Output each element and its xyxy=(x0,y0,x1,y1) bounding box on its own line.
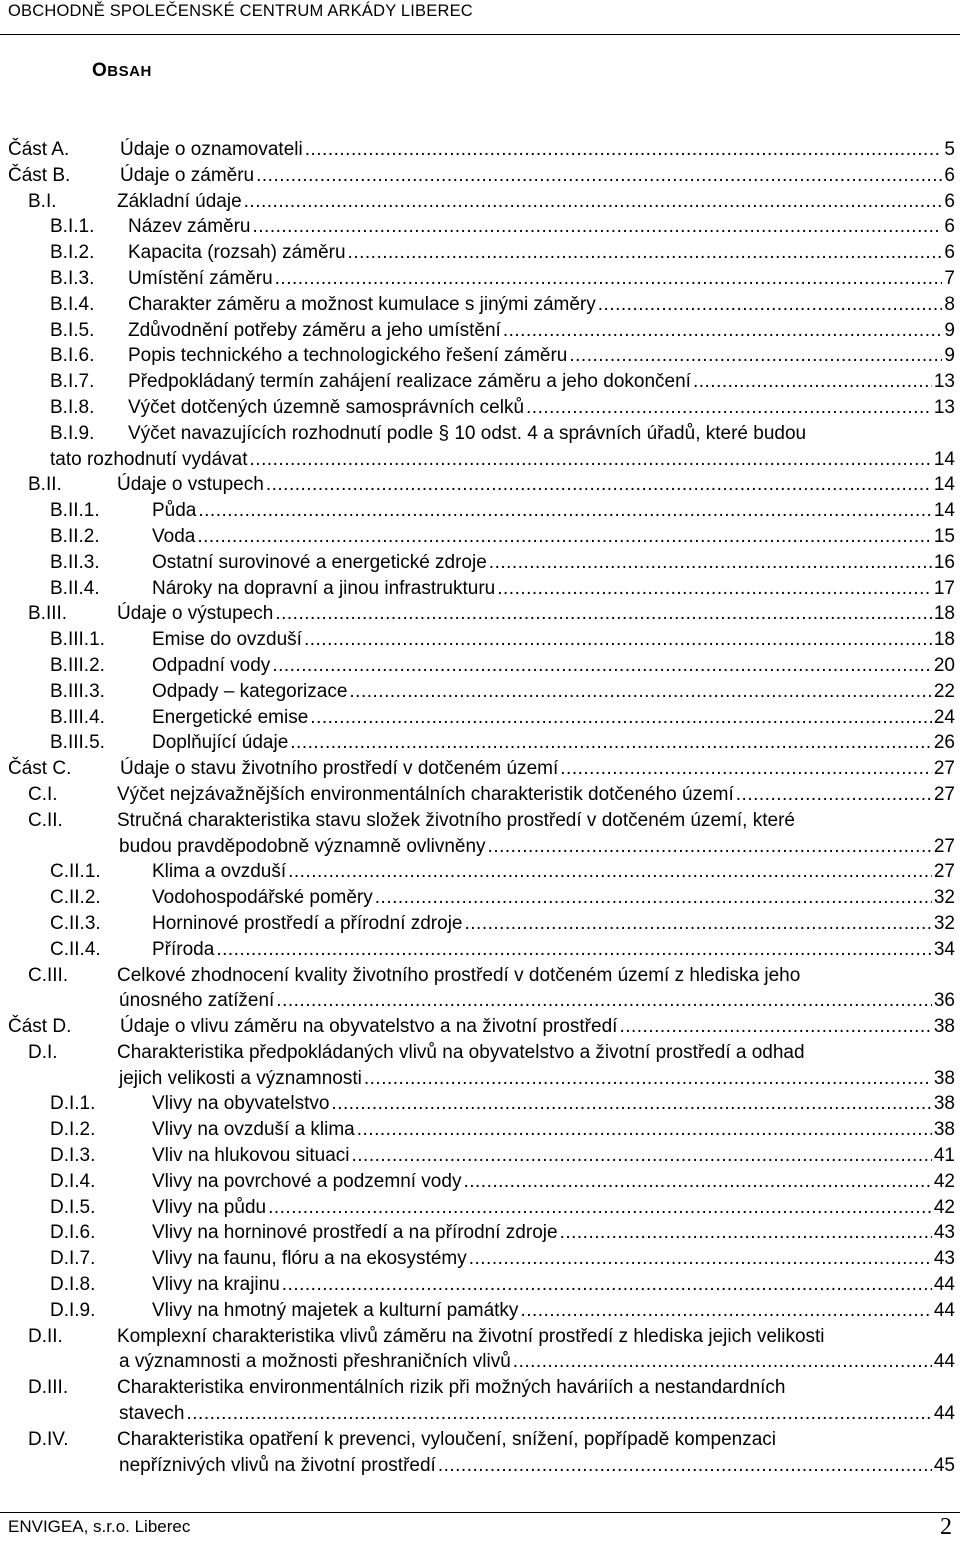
toc-entry-title: Výčet navazujících rozhodnutí podle § 10 odst. 4 a správních úřadů, které budou xyxy=(128,422,807,444)
toc-entry-number: B.III. xyxy=(28,603,68,625)
toc-entry-number: D.I.8. xyxy=(50,1274,96,1296)
toc-entry[interactable] xyxy=(0,1427,960,1479)
toc-entry-number: B.III.1. xyxy=(50,629,105,651)
dot-leader xyxy=(503,318,943,344)
toc-entry-page: 6 xyxy=(944,190,955,212)
toc-entry-page: 38 xyxy=(933,1119,955,1141)
toc-entry[interactable] xyxy=(0,472,960,498)
toc-entry[interactable] xyxy=(0,679,960,705)
toc-entry-page: 38 xyxy=(933,1093,955,1115)
toc-entry-number: B.I.7. xyxy=(50,371,95,393)
toc-entry-number: B.I.1. xyxy=(50,216,95,238)
toc-entry-number: B.I.4. xyxy=(50,293,95,315)
toc-entry-page: 43 xyxy=(933,1248,955,1270)
toc-entry-page: 45 xyxy=(933,1454,955,1476)
toc-entry[interactable] xyxy=(0,885,960,911)
dot-leader xyxy=(364,1066,932,1092)
toc-entry[interactable] xyxy=(0,1169,960,1195)
toc-entry-title: Odpadní vody xyxy=(152,654,271,676)
toc-entry-page: 8 xyxy=(944,293,955,315)
toc-entry-title: Umístění záměru xyxy=(128,267,273,289)
dot-leader xyxy=(375,885,932,911)
dot-leader xyxy=(489,550,932,576)
toc-entry[interactable] xyxy=(0,318,960,344)
toc-entry-title: Komplexní charakteristika vlivů záměru na životní prostředí z hlediska jejich velikosti xyxy=(117,1325,825,1347)
toc-entry-title: Kapacita (rozsah) záměru xyxy=(128,242,346,264)
toc-entry-number: D.IV. xyxy=(28,1428,69,1450)
toc-entry-title: Příroda xyxy=(152,938,215,960)
toc-entry-title: Charakter záměru a možnost kumulace s jinými záměry xyxy=(128,293,596,315)
toc-entry-title: Nároky na dopravní a jinou infrastrukturu xyxy=(152,577,496,599)
toc-entry-page: 44 xyxy=(933,1351,955,1373)
toc-entry-title: Emise do ovzduší xyxy=(152,629,302,651)
toc-entry-number: Část D. xyxy=(8,1016,72,1038)
dot-leader xyxy=(198,498,931,524)
toc-entry-title: Vlivy na obyvatelstvo xyxy=(152,1093,330,1115)
dot-leader xyxy=(268,1195,932,1221)
dot-leader xyxy=(275,601,932,627)
toc-entry-title: Zdůvodnění potřeby záměru a jeho umístění xyxy=(128,319,501,341)
dot-leader xyxy=(186,1401,931,1427)
toc-entry-title: Vodohospodářské poměry xyxy=(152,887,373,909)
dot-leader xyxy=(331,1091,931,1117)
toc-entry-number: B.II.4. xyxy=(50,577,100,599)
toc-entry-page: 34 xyxy=(933,938,955,960)
toc-entry[interactable] xyxy=(0,653,960,679)
toc-entry-page: 42 xyxy=(933,1196,955,1218)
toc-entry-number: B.I.5. xyxy=(50,319,95,341)
toc-entry-page: 18 xyxy=(933,603,955,625)
toc-entry-title: jejich velikosti a významnosti xyxy=(119,1067,362,1089)
toc-entry[interactable] xyxy=(0,163,960,189)
toc-entry-number: Část A. xyxy=(8,139,70,160)
toc-entry-title: budou pravděpodobně významně ovlivněny xyxy=(119,835,486,857)
toc-entry[interactable] xyxy=(0,266,960,292)
toc-entry-page: 27 xyxy=(933,783,955,805)
dot-leader xyxy=(736,782,932,808)
dot-leader xyxy=(438,1453,932,1479)
toc-entry[interactable] xyxy=(0,343,960,369)
toc-entry-number: D.III. xyxy=(28,1377,69,1399)
toc-entry[interactable] xyxy=(0,524,960,550)
toc-entry-page: 20 xyxy=(933,654,955,676)
toc-entry-number: B.I.8. xyxy=(50,396,95,418)
toc-entry-page: 41 xyxy=(933,1145,955,1167)
dot-leader xyxy=(253,214,943,240)
toc-entry-title: Název záměru xyxy=(128,216,251,238)
toc-entry-number: C.II.4. xyxy=(50,938,101,960)
toc-entry-page: 26 xyxy=(933,732,955,754)
toc-entry[interactable] xyxy=(0,1324,960,1376)
toc-entry-title: Ostatní surovinové a energetické zdroje xyxy=(152,551,487,573)
toc-entry-page: 22 xyxy=(933,680,955,702)
toc-entry-number: D.I.6. xyxy=(50,1222,96,1244)
dot-leader xyxy=(349,679,931,705)
toc-entry[interactable] xyxy=(0,705,960,731)
toc-entry-number: Část B. xyxy=(8,164,71,186)
toc-entry-page: 17 xyxy=(933,577,955,599)
toc-entry-page: 14 xyxy=(933,500,955,522)
toc-entry-title: Voda xyxy=(152,525,196,547)
toc-entry-title: Půda xyxy=(152,500,197,522)
dot-leader xyxy=(266,472,932,498)
dot-leader xyxy=(216,937,932,963)
toc-entry[interactable] xyxy=(0,1298,960,1324)
toc-entry-number: C.II.2. xyxy=(50,887,101,909)
toc-entry-number: C.I. xyxy=(28,783,58,805)
toc-entry[interactable] xyxy=(0,137,960,163)
footer-company: ENVIGEA, s.r.o. Liberec xyxy=(8,1517,191,1536)
toc-entry-title: Vlivy na půdu xyxy=(152,1196,267,1218)
toc-entry[interactable] xyxy=(0,808,960,860)
dot-leader xyxy=(569,343,942,369)
toc-entry-title: Vlivy na hmotný majetek a kulturní památky xyxy=(152,1299,519,1321)
toc-entry-page: 27 xyxy=(933,758,955,780)
toc-entry-title: Popis technického a technologického řešení záměru xyxy=(128,345,568,367)
footer-page-number: 2 xyxy=(940,1514,952,1540)
toc-entry-title: Charakteristika opatření k prevenci, vyloučení, snížení, popřípadě kompenzaci xyxy=(117,1428,777,1450)
toc-entry-number: D.I.3. xyxy=(50,1145,96,1167)
toc-entry-number: D.I.1. xyxy=(50,1093,96,1115)
dot-leader xyxy=(560,1220,932,1246)
toc-entry-number: B.II. xyxy=(28,474,62,496)
toc-entry[interactable] xyxy=(0,730,960,756)
toc-entry-number: Část C. xyxy=(8,758,72,780)
dot-leader xyxy=(244,189,943,215)
toc-entry-title: Základní údaje xyxy=(117,190,242,212)
dot-leader xyxy=(560,756,932,782)
toc-entry-title: nepříznivých vlivů na životní prostředí xyxy=(119,1454,436,1476)
toc-entry-title: Vlivy na horninové prostředí a na přírodní zdroje xyxy=(152,1222,558,1244)
dot-leader xyxy=(310,705,932,731)
toc-entry-title: únosného zatížení xyxy=(119,990,275,1012)
dot-leader xyxy=(256,163,942,189)
footer-divider xyxy=(0,1512,960,1513)
toc-entry-title: Údaje o vlivu záměru na obyvatelstvo a na životní prostředí xyxy=(120,1016,618,1038)
toc-entry-title: Horninové prostředí a přírodní zdroje xyxy=(152,912,463,934)
toc-entry-page: 24 xyxy=(933,706,955,728)
toc-entry-title: Energetické emise xyxy=(152,706,309,728)
toc-entry-page: 44 xyxy=(933,1274,955,1296)
toc-heading-initial: O xyxy=(92,60,108,81)
dot-leader xyxy=(463,1169,931,1195)
toc-entry-title: Údaje o výstupech xyxy=(117,603,274,625)
toc-entry-number: B.I.3. xyxy=(50,267,95,289)
toc-entry[interactable] xyxy=(0,782,960,808)
toc-entry-number: B.III.3. xyxy=(50,680,105,702)
dot-leader xyxy=(497,576,932,602)
toc-entry-number: D.I.7. xyxy=(50,1248,96,1270)
toc-entry-page: 14 xyxy=(933,474,955,496)
toc-entry-page: 15 xyxy=(933,525,955,547)
toc-entry-page: 13 xyxy=(933,396,955,418)
dot-leader xyxy=(348,240,943,266)
toc-entry-title: Předpokládaný termín zahájení realizace záměru a jeho dokončení xyxy=(128,371,691,393)
toc-entry[interactable] xyxy=(0,292,960,318)
toc-entry-number: B.II.1. xyxy=(50,500,100,522)
toc-entry-title: Charakteristika environmentálních rizik při možných haváriích a nestandardních xyxy=(117,1377,786,1399)
toc-entry[interactable] xyxy=(0,395,960,421)
toc-entry-number: D.I.2. xyxy=(50,1119,96,1141)
toc-entry-page: 38 xyxy=(933,1067,955,1089)
toc-entry-number: B.II.3. xyxy=(50,551,100,573)
toc-entry-page: 6 xyxy=(944,164,955,186)
toc-entry-number: B.III.5. xyxy=(50,732,105,754)
toc-entry-number: B.I.6. xyxy=(50,345,95,367)
toc-entry-title: Výčet nejzávažnějších environmentálních charakteristik dotčeného území xyxy=(117,783,734,805)
toc-entry-title: Vlivy na faunu, flóru a na ekosystémy xyxy=(152,1248,467,1270)
dot-leader xyxy=(357,1117,932,1143)
toc-entry-title: Údaje o vstupech xyxy=(117,474,264,496)
toc-entry-page: 6 xyxy=(944,242,955,264)
toc-entry-number: B.I.2. xyxy=(50,242,95,264)
toc-entry-title: Odpady – kategorizace xyxy=(152,680,348,702)
toc-entry[interactable] xyxy=(0,1220,960,1246)
toc-entry-title: Klima a ovzduší xyxy=(152,861,287,883)
toc-entry-title: Vlivy na krajinu xyxy=(152,1274,280,1296)
toc-entry-number: B.I. xyxy=(28,190,57,212)
toc-entry-number: B.I.9. xyxy=(50,422,95,444)
toc-heading-rest: BSAH xyxy=(107,63,152,80)
toc-entry-title: Vliv na hlukovou situaci xyxy=(152,1145,350,1167)
toc-entry[interactable] xyxy=(0,1091,960,1117)
dot-leader xyxy=(488,834,932,860)
toc-entry-number: C.II.1. xyxy=(50,861,101,883)
toc-entry-number: C.II. xyxy=(28,809,63,831)
toc-entry-title: Údaje o oznamovateli xyxy=(120,139,303,160)
toc-entry-number: D.I.5. xyxy=(50,1196,96,1218)
toc-entry-page: 44 xyxy=(933,1299,955,1321)
toc-entry-page: 9 xyxy=(944,345,955,367)
dot-leader xyxy=(276,988,932,1014)
table-of-contents xyxy=(0,137,960,1478)
header-divider xyxy=(0,34,960,35)
toc-entry[interactable] xyxy=(0,1143,960,1169)
dot-leader xyxy=(469,1246,932,1272)
toc-entry[interactable] xyxy=(0,859,960,885)
dot-leader xyxy=(598,292,943,318)
toc-entry[interactable] xyxy=(0,240,960,266)
document-header: OBCHODNĚ SPOLEČENSKÉ CENTRUM ARKÁDY LIBEREC xyxy=(8,2,473,20)
toc-entry-page: 36 xyxy=(933,990,955,1012)
dot-leader xyxy=(275,266,943,292)
toc-entry[interactable] xyxy=(0,911,960,937)
toc-entry[interactable] xyxy=(0,937,960,963)
dot-leader xyxy=(197,524,932,550)
toc-entry-title: stavech xyxy=(119,1403,185,1425)
toc-entry-number: D.I. xyxy=(28,1041,58,1063)
toc-entry-title: Výčet dotčených územně samosprávních celků xyxy=(128,396,525,418)
toc-entry[interactable] xyxy=(0,601,960,627)
toc-entry-page: 18 xyxy=(933,629,955,651)
toc-entry-number: B.III.4. xyxy=(50,706,105,728)
toc-entry-number: C.II.3. xyxy=(50,912,101,934)
toc-entry[interactable] xyxy=(0,1375,960,1427)
toc-entry-page: 6 xyxy=(944,216,955,238)
toc-entry-page: 38 xyxy=(933,1016,955,1038)
toc-entry[interactable] xyxy=(0,627,960,653)
toc-entry[interactable] xyxy=(0,1246,960,1272)
toc-entry-page: 32 xyxy=(933,912,955,934)
dot-leader xyxy=(352,1143,932,1169)
dot-leader xyxy=(282,1272,932,1298)
dot-leader xyxy=(526,395,932,421)
dot-leader xyxy=(520,1298,931,1324)
toc-entry[interactable] xyxy=(0,1272,960,1298)
toc-entry[interactable] xyxy=(0,498,960,524)
toc-entry-page: 16 xyxy=(933,551,955,573)
dot-leader xyxy=(513,1349,932,1375)
toc-entry[interactable] xyxy=(0,756,960,782)
toc-entry-title: Celkové zhodnocení kvality životního prostředí v dotčeném území z hlediska jeho xyxy=(117,964,801,986)
toc-entry[interactable] xyxy=(0,1195,960,1221)
toc-entry-page: 13 xyxy=(933,371,955,393)
toc-entry-title: Vlivy na ovzduší a klima xyxy=(152,1119,355,1141)
toc-entry[interactable] xyxy=(0,963,960,1015)
toc-entry-title: Vlivy na povrchové a podzemní vody xyxy=(152,1170,462,1192)
toc-entry-number: D.I.9. xyxy=(50,1299,96,1321)
toc-entry[interactable] xyxy=(0,1040,960,1092)
toc-entry-number: B.III.2. xyxy=(50,654,105,676)
toc-entry-number: D.I.4. xyxy=(50,1170,96,1192)
toc-entry[interactable] xyxy=(0,189,960,215)
toc-entry-title: a významnosti a možnosti přeshraničních vlivů xyxy=(119,1351,511,1373)
toc-entry-number: B.II.2. xyxy=(50,525,100,547)
toc-entry-page: 43 xyxy=(933,1222,955,1244)
toc-entry-number: D.II. xyxy=(28,1325,63,1347)
toc-entry-title: Stručná charakteristika stavu složek životního prostředí v dotčeném území, které xyxy=(117,809,795,831)
toc-entry-title: tato rozhodnutí vydávat xyxy=(50,448,248,470)
dot-leader xyxy=(272,653,932,679)
toc-entry-page: 14 xyxy=(933,448,955,470)
toc-entry[interactable] xyxy=(0,1014,960,1040)
toc-entry-page: 7 xyxy=(944,267,955,289)
toc-entry-page: 27 xyxy=(933,835,955,857)
toc-entry-page: 42 xyxy=(933,1170,955,1192)
toc-entry-title: Údaje o stavu životního prostředí v dotčeném území xyxy=(120,758,559,780)
toc-entry[interactable] xyxy=(0,1117,960,1143)
toc-heading xyxy=(92,60,152,82)
toc-entry[interactable] xyxy=(0,369,960,395)
toc-entry-page: 44 xyxy=(933,1403,955,1425)
dot-leader xyxy=(465,911,932,937)
toc-entry-page: 27 xyxy=(933,861,955,883)
toc-entry-title: Údaje o záměru xyxy=(120,164,255,186)
dot-leader xyxy=(304,627,932,653)
toc-entry[interactable] xyxy=(0,576,960,602)
toc-entry-page: 5 xyxy=(944,139,955,160)
toc-entry[interactable] xyxy=(0,214,960,240)
toc-entry[interactable] xyxy=(0,550,960,576)
dot-leader xyxy=(250,447,932,473)
toc-entry-title: Charakteristika předpokládaných vlivů na obyvatelstvo a životní prostředí a odhad xyxy=(117,1041,805,1063)
dot-leader xyxy=(288,859,932,885)
toc-entry[interactable] xyxy=(0,421,960,473)
toc-entry-title: Doplňující údaje xyxy=(152,732,289,754)
dot-leader xyxy=(305,137,943,163)
toc-entry-number: C.III. xyxy=(28,964,69,986)
toc-entry-page: 9 xyxy=(944,319,955,341)
dot-leader xyxy=(693,369,932,395)
dot-leader xyxy=(290,730,932,756)
dot-leader xyxy=(619,1014,931,1040)
toc-entry-page: 32 xyxy=(933,887,955,909)
